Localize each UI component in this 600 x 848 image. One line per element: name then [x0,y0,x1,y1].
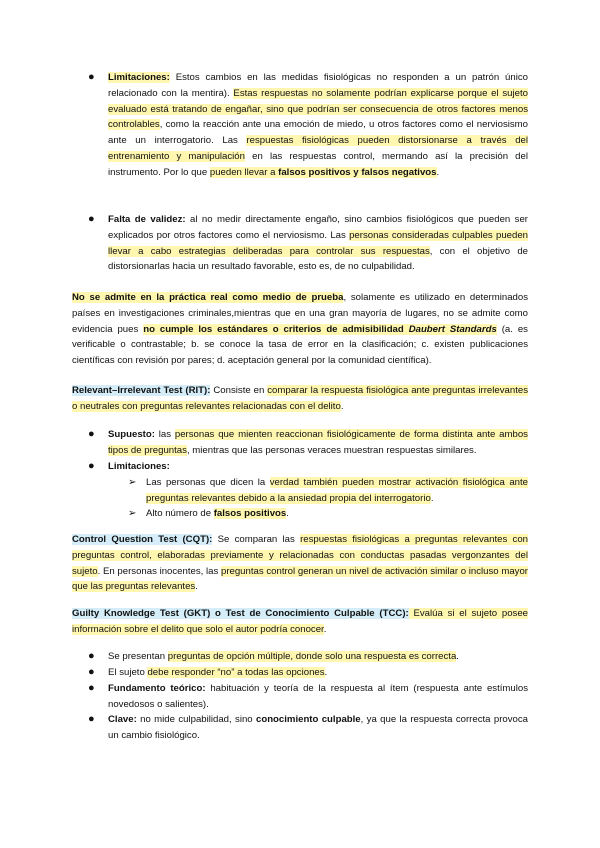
gkt-bullet-4 [108,712,528,744]
limitaciones-highlight-2: respuestas fisiológicas pueden distorsionarse a través del entrenamiento y manipulación [108,135,528,162]
rit-title: Relevant–Irrelevant Test (RIT): [72,385,211,396]
rit-sub1-highlight: verdad también pueden mostrar activación fisiológica ante preguntas relevantes debido a la ansiedad propia del interrogatorio [146,477,529,504]
gkt-b1-highlight: preguntas de opción múltiple, donde solo una respuesta es correcta [167,651,457,662]
cqt-highlight-1: respuestas fisiológicas a preguntas relevantes con preguntas control, elaboradas previamente y relacionadas con conductas pasadas vergonzantes del sujeto [72,534,528,577]
gkt-bullet-3 [108,681,528,713]
cqt-text-1: Se comparan las [212,534,301,545]
bullet-dot: ● [88,713,95,725]
limitaciones-highlight-1: Estas respuestas no solamente podrían explicarse porque el sujeto evaluado está tratando de engañar, sino que podrían ser consecuencia de otros factores menos controlables [108,87,528,131]
rit-paragraph [72,383,528,415]
admision-paragraph [72,290,528,369]
cqt-highlight-2: preguntas control generan un nivel de activación similar o incluso mayor que las preguntas relevantes [72,565,528,593]
admision-highlight-1: No se admite en la práctica real como medio de prueba [72,292,344,303]
admision-text-1: , solamente es utilizado en determinados países en investigaciones criminales,mientras que en una gran mayoría de lugares, no se admite como evidencia pues [72,292,529,335]
limitaciones-highlight-3b: falsos positivos y falsos negativos [278,166,437,178]
gkt-b4-end: , ya que la respuesta correcta provoca un cambio fisiológico. [108,714,529,741]
gkt-b3-text: habituación y teoría de la respuesta al ítem (respuesta ante estímulos novedosos o salientes). [108,683,528,710]
rit-supuesto-text-1: las [154,429,175,440]
gkt-highlight-1: Evalúa si el sujeto posee información sobre el delito que solo el autor podría conocer [72,608,529,635]
rit-limitaciones [108,459,528,475]
rit-sub2-highlight: falsos positivos [213,508,287,519]
rit-highlight-1: comparar la respuesta fisiológica ante preguntas irrelevantes o neutrales con preguntas relevantes relacionadas con el delito [72,385,528,412]
rit-sub1-text: Las personas que dicen la [146,477,270,488]
gkt-b4-label: Clave: [108,714,137,725]
gkt-b1-end: . [456,651,459,662]
validez-label: Falta de validez: [108,214,186,225]
cqt-paragraph [72,532,528,595]
limitaciones-label: Limitaciones: [108,72,170,83]
rit-sub-item-1 [146,475,528,507]
rit-text-2: . [340,400,344,412]
bullet-dot: ● [88,460,95,472]
arrow-bullet-icon: ➢ [128,477,137,488]
bullet-dot: ● [88,428,95,440]
rit-limitaciones-label: Limitaciones: [108,461,170,472]
admision-text-2: (a. es verificable o contrastable; b. se conoce la tasa de error en la clasificación; c. existen publicaciones científicas con revisión por pares; d. aceptación general por la comunidad científica). [72,323,528,367]
gkt-b4-text: no mide culpabilidad, sino [136,714,256,725]
rit-sub-item-2 [146,506,528,522]
rit-sub1-end: . [430,492,434,504]
limitaciones-highlight-3a: pueden llevar a [209,166,279,178]
validez-paragraph [108,212,528,275]
cqt-title: Control Question Test (CQT): [72,534,213,545]
rit-text-1: Consiste en [210,385,268,396]
rit-sub2-end: . [286,508,289,519]
rit-supuesto-text-2: , mientras que las personas veraces muestran respuestas similares. [186,444,477,456]
limitaciones-text-3: en las respuestas control, mermando así la precisión del instrumento. Por lo que [108,150,528,178]
bullet-dot: ● [88,682,95,694]
rit-supuesto-label: Supuesto: [108,429,155,440]
gkt-b4-bold: conocimiento culpable [256,714,361,725]
gkt-paragraph [72,606,528,638]
limitaciones-text-2: , como la reacción ante una emoción de miedo, u otros factores como el nerviosismo ante un interrogatorio. Las [108,119,528,147]
arrow-bullet-icon: ➢ [128,508,137,519]
gkt-b3-label: Fundamento teórico: [108,683,206,694]
cqt-text-3: . [195,581,198,593]
gkt-bullet-2 [108,665,528,681]
validez-highlight-1: personas consideradas culpables pueden llevar a cabo estrategias deliberadas para controlar sus respuestas [108,229,528,257]
validez-text-1: al no medir directamente engaño, sino cambios fisiológicos que pueden ser explicados por otros factores como el nerviosismo. Las [108,214,528,241]
rit-supuesto-highlight: personas que mienten reaccionan fisiológicamente de forma distinta ante ambos tipos de preguntas [108,429,528,456]
bullet-dot: ● [88,213,95,225]
rit-supuesto [108,427,528,459]
bullet-dot: ● [88,71,95,83]
gkt-b2-highlight: debe responder “no” a todas las opciones [147,667,325,678]
daubert-standards: Daubert Standards [408,323,497,335]
limitaciones-text-1: Estos cambios en las medidas fisiológicas no responden a un patrón único relacionado con la mentira). [108,72,528,99]
bullet-dot: ● [88,650,95,662]
gkt-b2-end: . [324,667,328,678]
gkt-b2-text: El sujeto [108,667,148,678]
gkt-bullet-1 [108,649,528,665]
limitaciones-paragraph [108,70,528,181]
bullet-dot: ● [88,666,95,678]
gkt-title: Guilty Knowledge Test (GKT) o Test de Conocimiento Culpable (TCC): [72,608,409,619]
validez-text-2: , con el objetivo de distorsionarlas hacia un resultado favorable, esto es, de no culpabilidad. [108,245,528,273]
gkt-text-1: . [323,623,327,635]
gkt-b1-text: Se presentan [108,651,168,662]
rit-sub2-text: Alto número de [146,508,214,519]
limitaciones-text-4: . [436,166,440,178]
cqt-text-2: . En personas inocentes, las [97,565,221,577]
admision-highlight-2: no cumple los estándares o criterios de admisibilidad [143,323,409,335]
